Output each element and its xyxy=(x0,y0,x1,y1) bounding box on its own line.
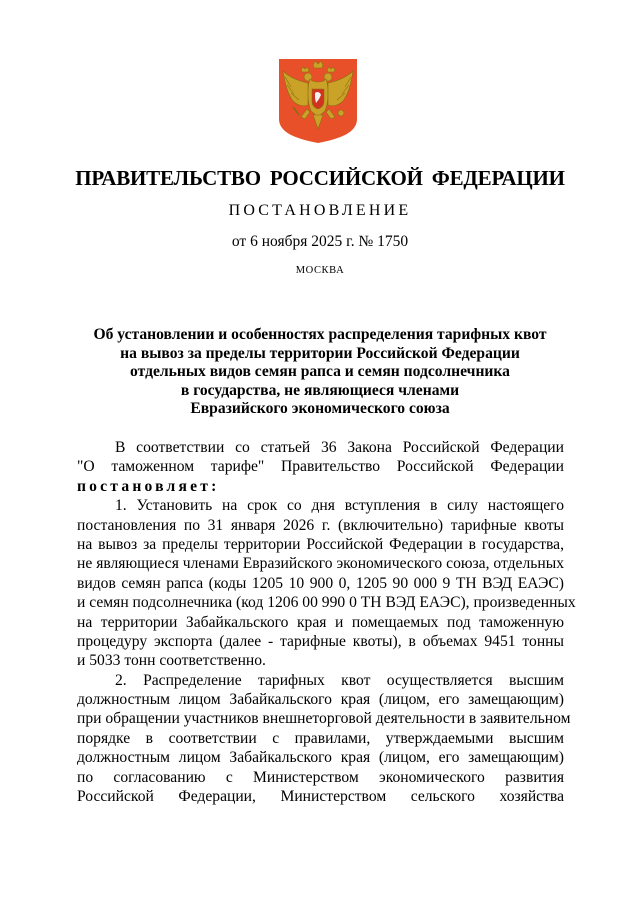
document-type: ПОСТАНОВЛЕНИЕ xyxy=(228,202,412,219)
paragraph-1-line: на вывоз за пределы территории Российской Федерации в государства, xyxy=(77,535,564,553)
paragraph-1-line: на территории Забайкальского края и помещаемых под таможенную xyxy=(77,613,564,631)
paragraph-2-line: при обращении участников внешнеторговой деятельности в заявительном xyxy=(77,710,571,728)
paragraph-1-line: не являющиеся членами Евразийского экономического союза, отдельных xyxy=(77,555,564,573)
paragraph-1-line: и семян подсолнечника (код 1206 00 990 0 ТН ВЭД ЕАЭС), произведенных xyxy=(77,594,576,612)
subject-line: Об установлении и особенностях распределения тарифных квот xyxy=(93,326,547,343)
document-subject xyxy=(60,326,580,419)
subject-line: на вывоз за пределы территории Российской Федерации xyxy=(120,344,520,362)
decree-word: постановляет: xyxy=(77,477,220,495)
subject-line: в государства, не являющиеся членами xyxy=(180,381,460,399)
subject-line: Евразийского экономического союза xyxy=(190,400,450,418)
paragraph-1-line: постановления по 31 января 2026 г. (включительно) тарифные квоты xyxy=(77,516,564,534)
preamble-line: В соответствии со статьей 36 Закона Российской Федерации xyxy=(115,439,564,456)
paragraph-1-line: процедуру экспорта (далее - тарифные квоты), в объемах 9451 тонны xyxy=(77,632,564,650)
subject-line: отдельных видов семян рапса и семян подсолнечника xyxy=(130,363,510,381)
government-title: ПРАВИТЕЛЬСТВО РОССИЙСКОЙ ФЕДЕРАЦИИ xyxy=(75,166,565,190)
preamble-line: "О таможенном тарифе" Правительство Российской Федерации xyxy=(77,458,564,476)
paragraph-1-line: и 5033 тонн соответственно. xyxy=(77,652,266,670)
document-date-number: от 6 ноября 2025 г. № 1750 xyxy=(231,233,409,250)
paragraph-2-line: должностным лицом Забайкальского края (лицом, его замещающим) xyxy=(77,691,564,709)
coat-of-arms-icon xyxy=(277,57,359,145)
paragraph-2-line: порядке в соответствии с правилами, утверждаемыми высшим xyxy=(77,729,564,747)
paragraph-1-line: 1. Установить на срок со дня вступления в силу настоящего xyxy=(115,497,564,515)
paragraph-2-line: 2. Распределение тарифных квот осуществляется высшим xyxy=(115,671,564,689)
paragraph-2-line: должностным лицом Забайкальского края (лицом, его замещающим) xyxy=(77,749,564,767)
document-city: МОСКВА xyxy=(295,265,345,276)
paragraph-1-line: видов семян рапса (коды 1205 10 900 0, 1205 90 000 9 ТН ВЭД ЕАЭС) xyxy=(77,574,564,592)
document-body xyxy=(77,438,576,806)
paragraph-2-line: по согласованию с Министерством экономического развития xyxy=(77,768,564,786)
paragraph-2-line: Российской Федерации, Министерством сельского хозяйства xyxy=(77,788,564,806)
